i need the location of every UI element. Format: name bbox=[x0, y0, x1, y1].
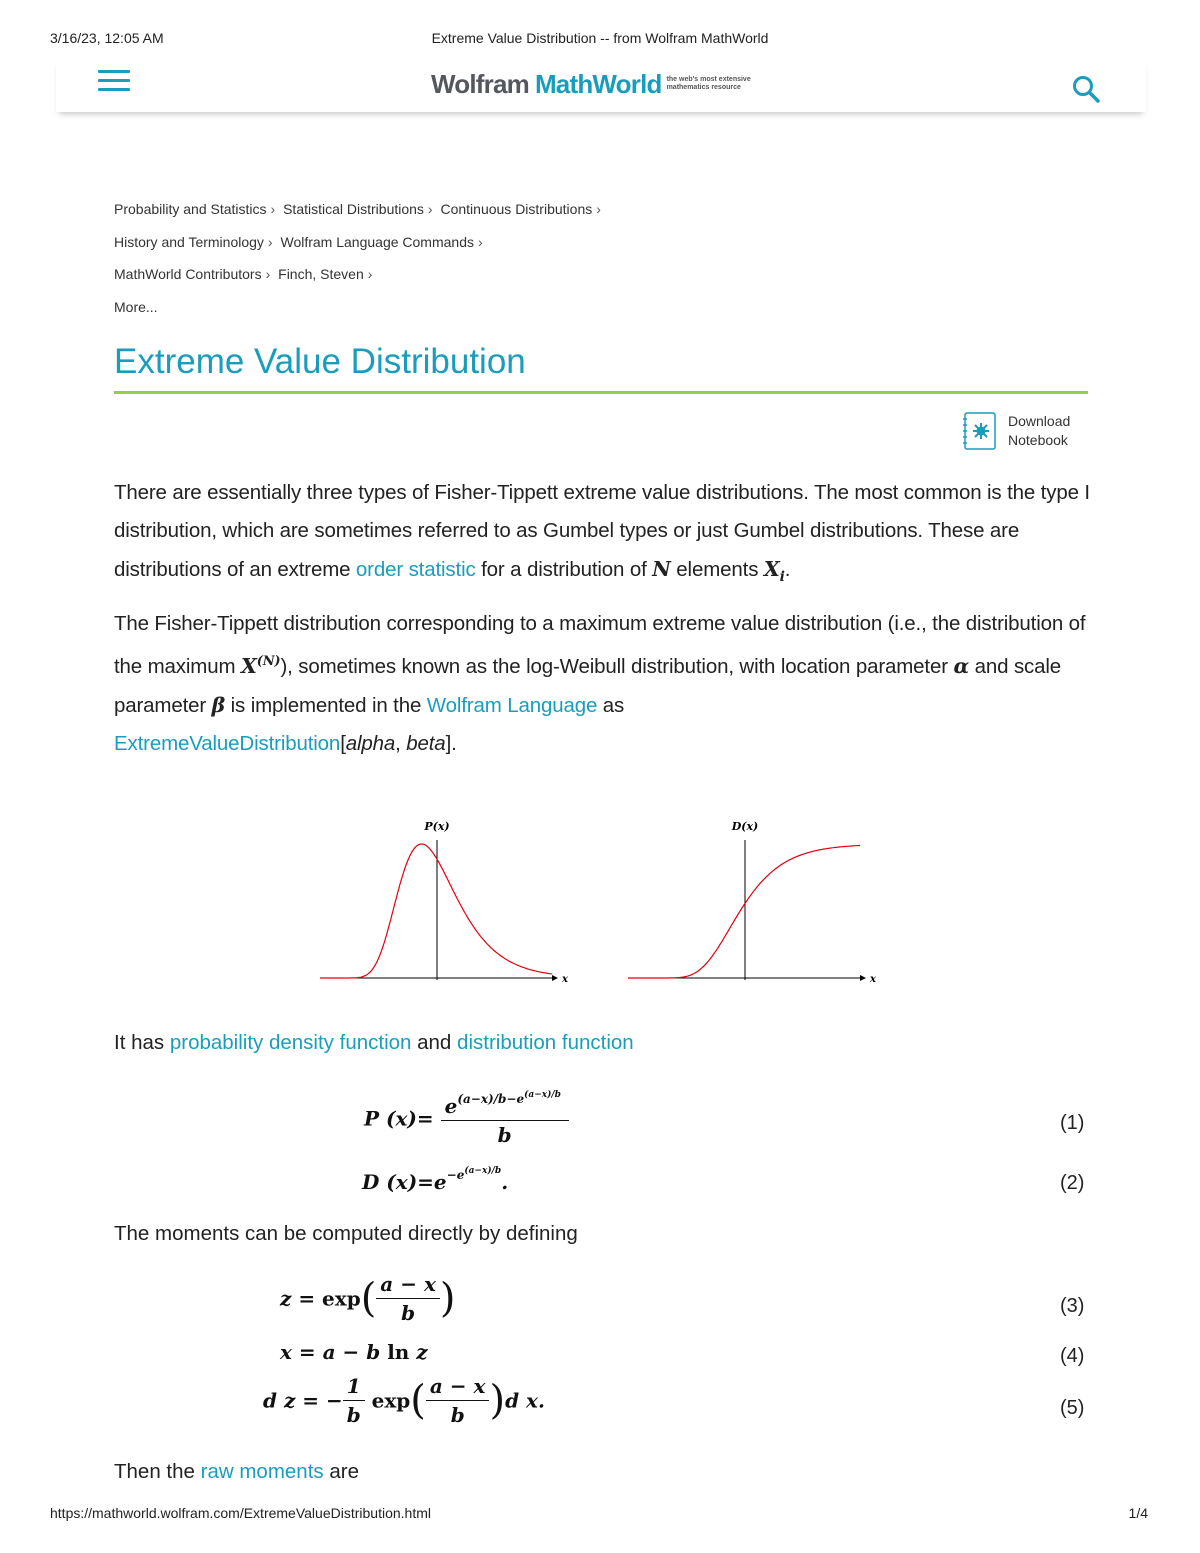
breadcrumb-chevron-icon: › bbox=[427, 201, 433, 217]
pdf-x-axis-arrow-icon bbox=[552, 975, 558, 981]
paragraph-intro: There are essentially three types of Fisher-Tippett extreme value distributions. The most common is the type I distribution, which are sometimes referred to as Gumbel types or just Gumbel distributions. These are distributions of an extreme order statistic for a distribution of N elements $X_i$. bbox=[114, 481, 1090, 586]
var-x: X bbox=[763, 557, 780, 581]
notebook-icon bbox=[962, 412, 996, 450]
paragraph-fisher-tippett: The Fisher-Tippett distribution corresponding to a maximum extreme value distribution (i.e., the distribution of the maximum $X^{(N)}$), sometimes known as the log-Weibull distribution, with location parameter α and scale parameter β is implemented in the Wolfram Language as ExtremeValueDistribution[alpha, beta]. bbox=[114, 612, 1086, 755]
download-label: Download bbox=[1008, 413, 1071, 429]
equation-5: d z = − $\frac{1}{b}$ exp( $\frac{a - x}{b}$ )d x. bbox=[263, 1374, 545, 1427]
arg-beta: beta bbox=[406, 731, 446, 755]
equation-number: (4) bbox=[1060, 1345, 1085, 1367]
breadcrumb-more-link[interactable]: More... bbox=[114, 298, 158, 315]
raw-moments-link[interactable]: raw moments bbox=[200, 1460, 324, 1483]
pdf-curve bbox=[320, 844, 552, 978]
order-statistic-link[interactable]: order statistic bbox=[355, 558, 476, 581]
paragraph-moments: The moments can be computed directly by defining bbox=[114, 1222, 578, 1245]
breadcrumb-chevron-icon: › bbox=[265, 266, 271, 282]
breadcrumb-line bbox=[114, 296, 605, 329]
equation-3: z = exp( $\frac{a - x}{b}$ ) bbox=[280, 1272, 456, 1325]
breadcrumb-chevron-icon: › bbox=[596, 201, 601, 217]
var-alpha: α bbox=[953, 653, 970, 678]
breadcrumb-line bbox=[114, 263, 605, 296]
breadcrumb bbox=[114, 198, 605, 328]
print-page-number: 1/4 bbox=[1128, 1505, 1148, 1521]
breadcrumb-chevron-icon: › bbox=[270, 201, 276, 217]
breadcrumb-chevron-icon: › bbox=[478, 233, 483, 250]
title-divider bbox=[114, 391, 1088, 394]
logo-wolfram-text: Wolfram bbox=[431, 68, 529, 99]
paragraph-raw-moments: Then the raw moments are bbox=[114, 1460, 359, 1483]
breadcrumb-item[interactable]: Continuous Distributions bbox=[440, 201, 593, 217]
cdf-axis-label: D(x) bbox=[731, 820, 759, 833]
breadcrumb-item[interactable]: Statistical Distributions bbox=[283, 201, 424, 217]
cdf-x-label: x bbox=[870, 974, 876, 985]
breadcrumb-line bbox=[114, 231, 605, 264]
breadcrumb-chevron-icon: › bbox=[267, 233, 273, 250]
breadcrumb-item[interactable]: History and Terminology bbox=[114, 233, 264, 250]
var-i: i bbox=[779, 569, 785, 586]
logo-mathworld-text: MathWorld bbox=[534, 68, 662, 99]
distribution-plots bbox=[300, 812, 900, 992]
print-title: Extreme Value Distribution -- from Wolfram MathWorld bbox=[431, 30, 769, 46]
pdf-x-label: x bbox=[562, 974, 568, 985]
var-n-superscript: (N) bbox=[256, 654, 281, 670]
equation-number: (2) bbox=[1060, 1172, 1085, 1194]
var-x-max: X bbox=[240, 653, 257, 678]
site-header bbox=[56, 58, 1146, 112]
cdf-x-axis-arrow-icon bbox=[860, 975, 866, 981]
extremevaluedistribution-link[interactable]: ExtremeValueDistribution bbox=[114, 731, 341, 755]
search-icon[interactable] bbox=[1071, 74, 1101, 104]
notebook-label: Notebook bbox=[1008, 432, 1068, 448]
print-url: https://mathworld.wolfram.com/ExtremeValueDistribution.html bbox=[50, 1505, 431, 1521]
cdf-curve bbox=[628, 846, 860, 979]
equation-2: D $(x)=e^{-e(a-x)/b}$. bbox=[362, 1166, 509, 1194]
hamburger-menu-icon[interactable] bbox=[98, 70, 130, 96]
equation-number: (3) bbox=[1060, 1295, 1085, 1317]
equation-number: (5) bbox=[1060, 1397, 1085, 1419]
logo-tagline: the web's most extensive mathematics resource bbox=[666, 76, 751, 91]
equation-number: (1) bbox=[1060, 1112, 1085, 1134]
breadcrumb-item[interactable]: Finch, Steven bbox=[278, 266, 364, 282]
wolfram-language-link[interactable]: Wolfram Language bbox=[426, 693, 598, 717]
breadcrumb-line bbox=[114, 198, 605, 231]
equation-4: x = a − b ln z bbox=[280, 1340, 428, 1364]
article-body bbox=[114, 474, 1094, 772]
pdf-axis-label: P(x) bbox=[424, 820, 450, 833]
wolfram-mathworld-logo[interactable] bbox=[431, 68, 777, 100]
distribution-function-link[interactable]: distribution function bbox=[457, 1031, 634, 1054]
breadcrumb-item[interactable]: Wolfram Language Commands bbox=[280, 233, 474, 250]
probability-density-function-link[interactable]: probability density function bbox=[169, 1031, 412, 1054]
page-title: Extreme Value Distribution bbox=[114, 342, 526, 381]
breadcrumb-chevron-icon: › bbox=[367, 266, 373, 282]
arg-alpha: alpha bbox=[345, 731, 396, 755]
var-beta: β bbox=[211, 692, 226, 717]
breadcrumb-item[interactable]: Probability and Statistics bbox=[114, 201, 267, 217]
paragraph-functions: It has probability density function and distribution function bbox=[114, 1031, 634, 1054]
download-notebook-button[interactable] bbox=[962, 412, 1088, 450]
equation-1: P (x)= $\frac{e^{(a-x)/b-e(a-x)/b}}{b}$ bbox=[364, 1090, 569, 1147]
var-n: N bbox=[652, 557, 671, 581]
print-date: 3/16/23, 12:05 AM bbox=[50, 30, 164, 46]
breadcrumb-item[interactable]: MathWorld Contributors bbox=[114, 266, 262, 282]
